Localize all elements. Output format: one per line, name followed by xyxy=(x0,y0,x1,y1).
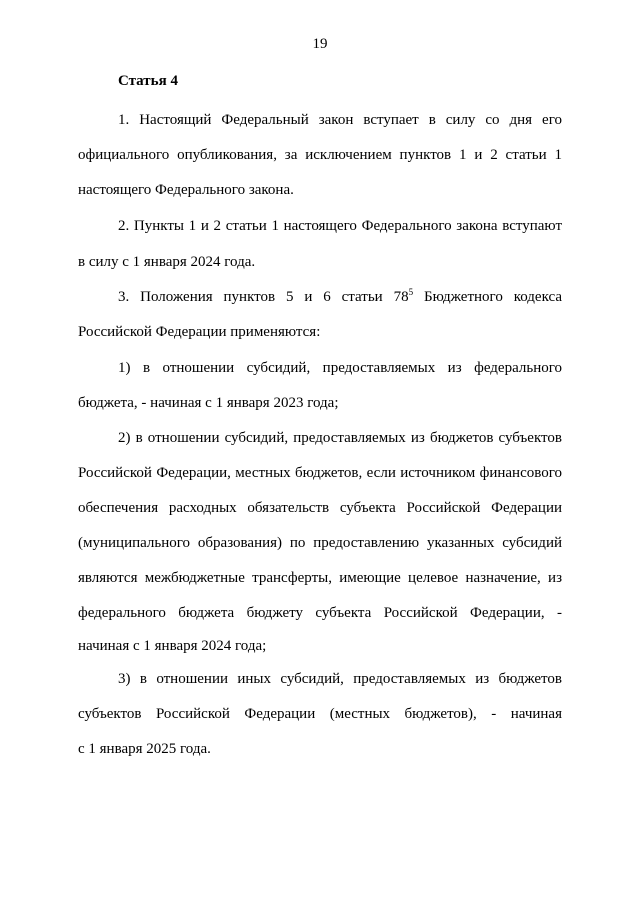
item-2-line-6: федерального бюджета бюджету субъекта Российской Федерации, - xyxy=(78,605,562,621)
item-1-line-2: бюджета, - начиная с 1 января 2023 года; xyxy=(78,395,339,411)
paragraph-2-line-1: 2. Пункты 1 и 2 статьи 1 настоящего Федерального закона вступают xyxy=(118,218,562,234)
item-3-line-3: с 1 января 2025 года. xyxy=(78,741,211,757)
item-2-line-7: начиная с 1 января 2024 года; xyxy=(78,638,267,654)
paragraph-1-line-2: официального опубликования, за исключением пунктов 1 и 2 статьи 1 xyxy=(78,147,562,163)
paragraph-3-line-1-start: 3. Положения пунктов 5 и 6 статьи 78 xyxy=(118,289,409,305)
item-2-line-3: обеспечения расходных обязательств субъекта Российской Федерации xyxy=(78,500,562,516)
item-2-line-2: Российской Федерации, местных бюджетов, если источником финансового xyxy=(78,465,562,481)
paragraph-3-line-1 xyxy=(118,288,562,306)
footnote-superscript: 5 xyxy=(408,288,414,297)
item-3-line-1: 3) в отношении иных субсидий, предоставляемых из бюджетов xyxy=(118,671,562,687)
paragraph-1-line-3: настоящего Федерального закона. xyxy=(78,182,294,198)
paragraph-2-line-2: в силу с 1 января 2024 года. xyxy=(78,254,256,270)
item-2-line-4: (муниципального образования) по предоставлению указанных субсидий xyxy=(78,535,562,551)
item-2-line-5: являются межбюджетные трансферты, имеющие целевое назначение, из xyxy=(78,570,562,586)
page-number: 19 xyxy=(312,36,328,52)
item-1-line-1: 1) в отношении субсидий, предоставляемых из федерального xyxy=(118,360,562,376)
item-2-line-1: 2) в отношении субсидий, предоставляемых из бюджетов субъектов xyxy=(118,430,562,446)
article-heading: Статья 4 xyxy=(118,73,178,89)
paragraph-3-line-2: Российской Федерации применяются: xyxy=(78,324,321,340)
paragraph-3-line-1-end: Бюджетного кодекса xyxy=(413,289,562,305)
item-3-line-2: субъектов Российской Федерации (местных бюджетов), - начиная xyxy=(78,706,562,722)
paragraph-1-line-1: 1. Настоящий Федеральный закон вступает в силу со дня его xyxy=(118,112,562,128)
